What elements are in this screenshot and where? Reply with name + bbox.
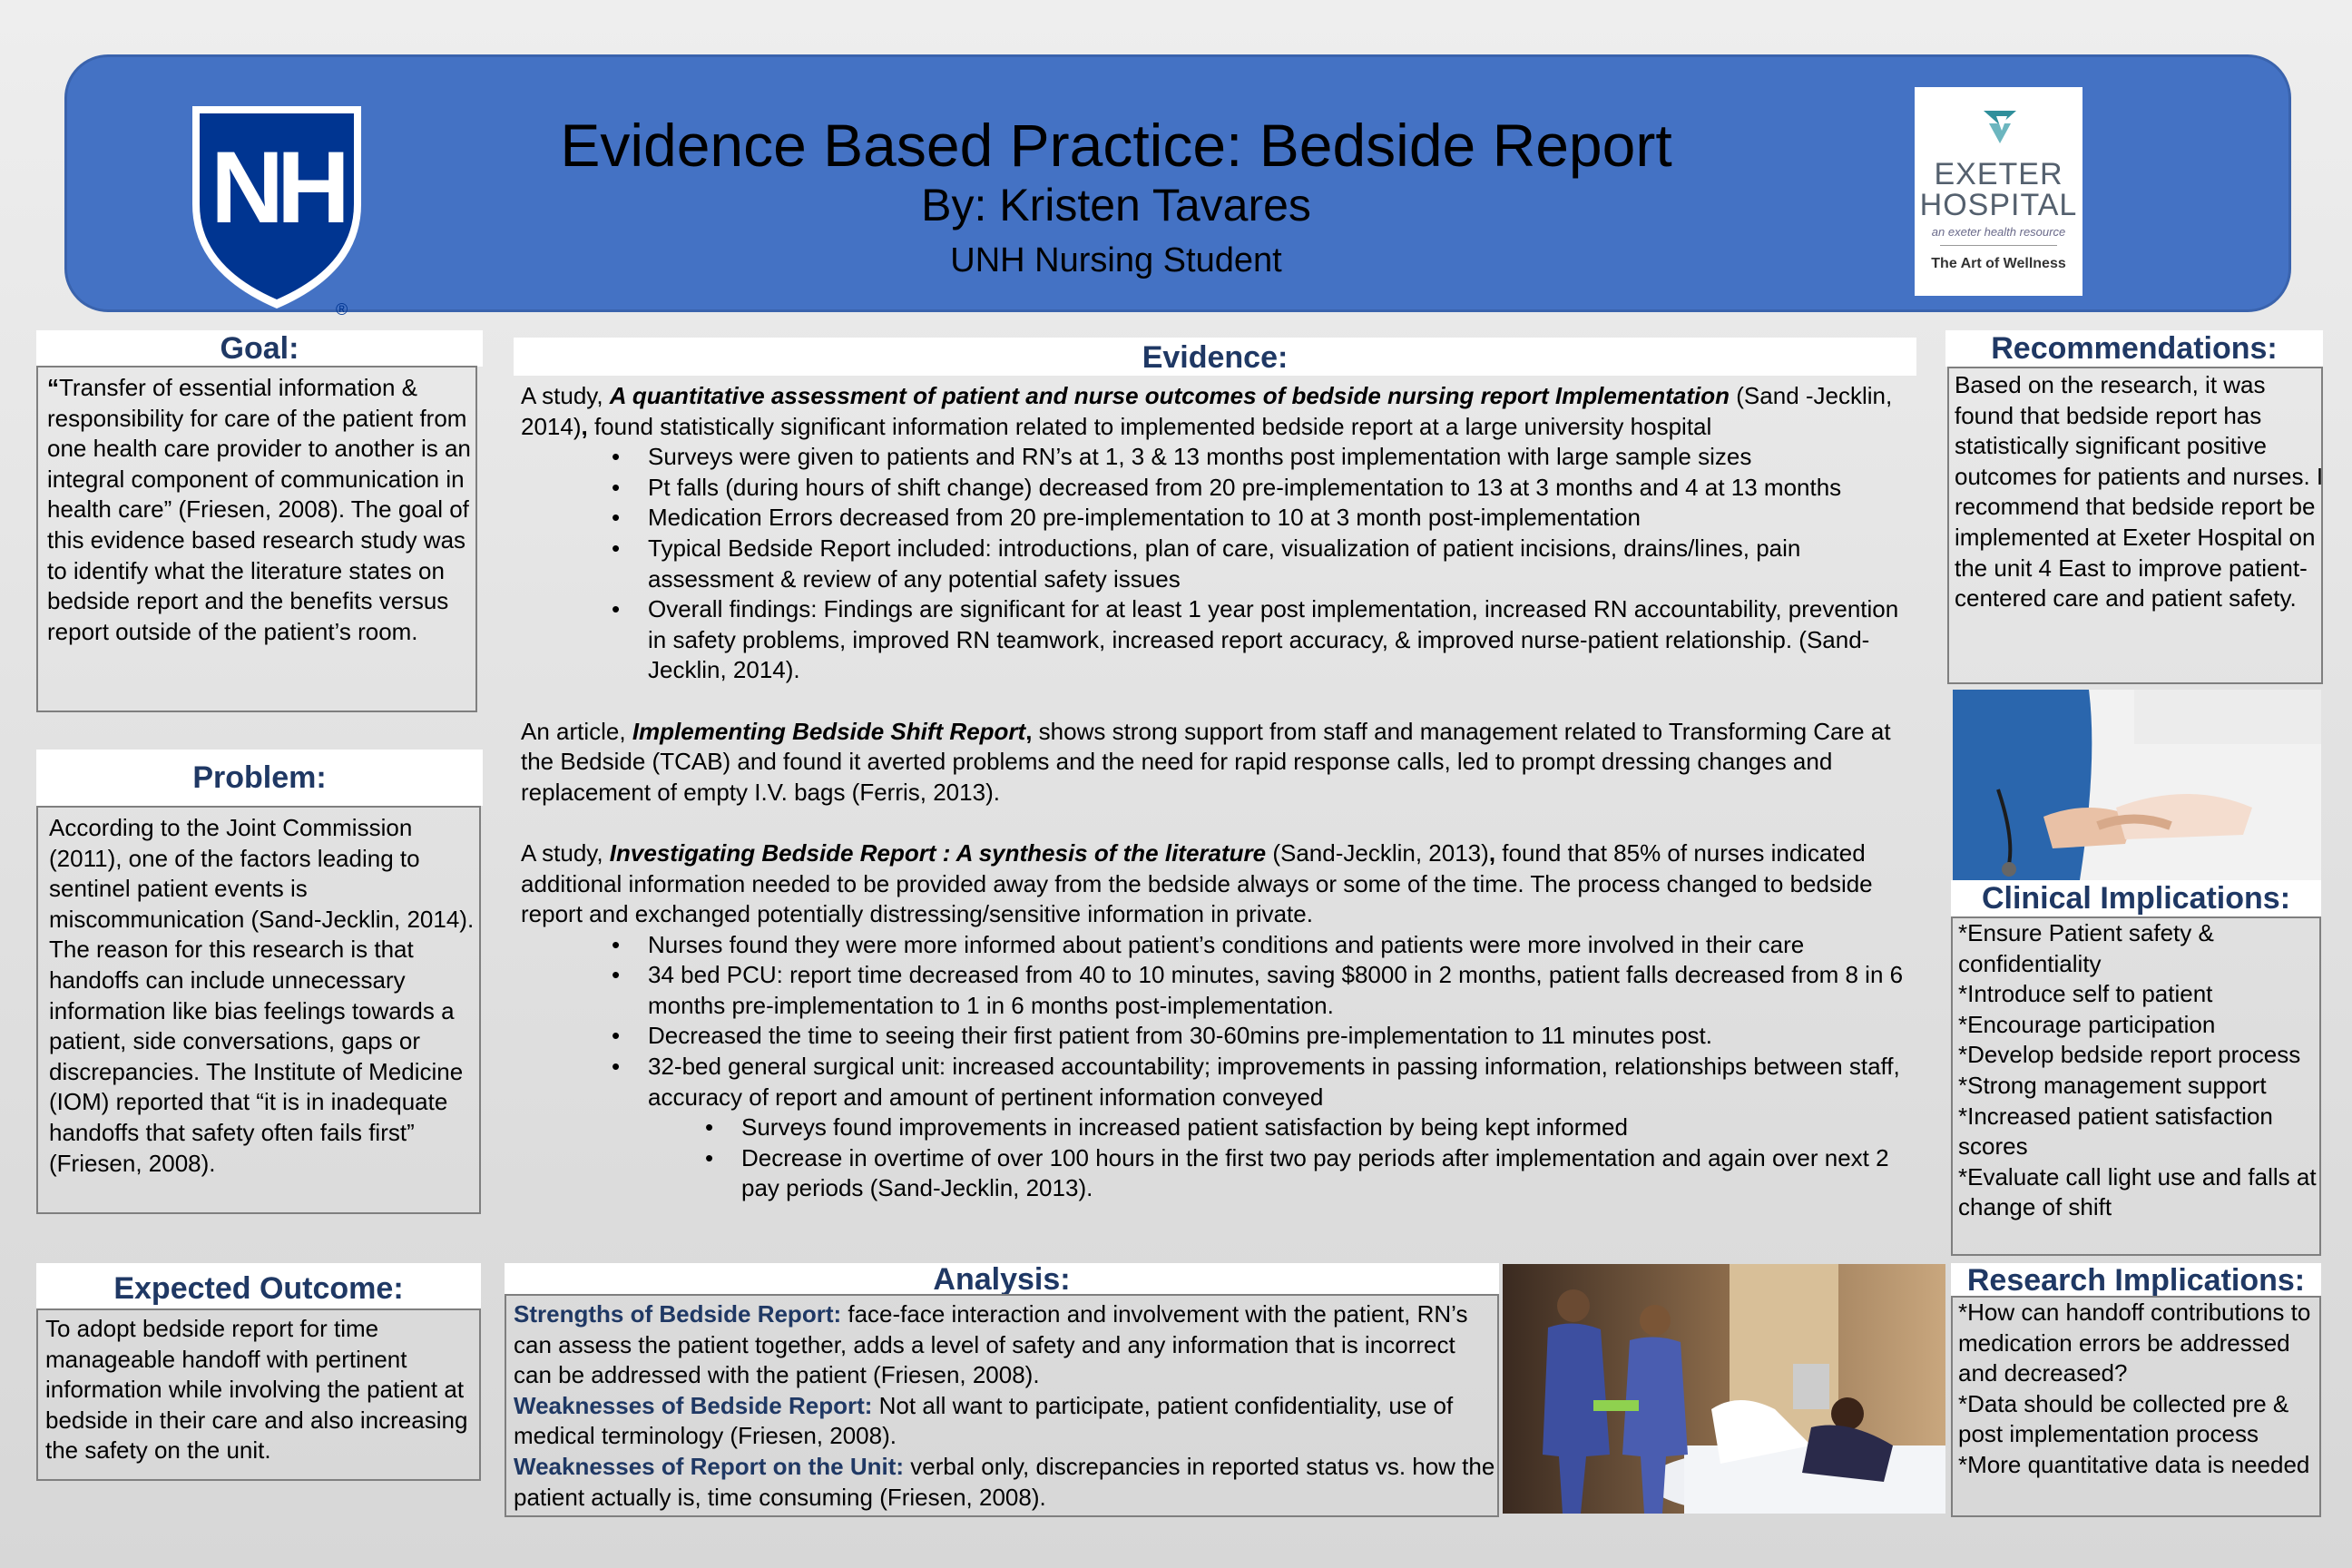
expected-outcome-text: To adopt bedside report for time manageable handoff with pertinent information while involving the patient at bedside in their care and also increasing the safety on the unit.: [45, 1315, 468, 1465]
list-item: *Ensure Patient safety & confidentiality: [1958, 919, 2214, 977]
exeter-tagline: The Art of Wellness: [1931, 256, 2066, 271]
analysis-box: [505, 1294, 1499, 1517]
sub-list-item: • Surveys found improvements in increased patient satisfaction by being kept informed: [521, 1112, 1918, 1143]
goal-text: “Transfer of essential information & responsibility for care of the patient from one health care provider to another is an integral component of communication in health care” (Friesen, 2008). The goal of this evidence based research study was to identify what the literature states on bedside report and the benefits versus report outside of the patient’s room.: [47, 374, 471, 645]
problem-heading: Problem:: [36, 750, 483, 806]
exeter-name-line1: EXETER: [1934, 157, 2063, 191]
list-item: • Surveys were given to patients and RN’s at 1, 3 & 13 months post implementation with large sample sizes: [521, 442, 1918, 473]
list-item: *More quantitative data is needed: [1958, 1450, 2310, 1478]
research-implications-list: [1958, 1298, 2321, 1481]
analysis-weaknesses-bedside: Weaknesses of Bedside Report: Not all want to participate, patient confidentiality, use of medical terminology (Friesen, 2008).: [514, 1391, 1454, 1450]
poster-title: Evidence Based Practice: Bedside Report: [560, 112, 1672, 179]
list-item: *Introduce self to patient: [1958, 980, 2213, 1008]
list-item: • 32-bed general surgical unit: increased accountability; improvements in passing information, relationships between staff, accuracy of report and amount of pertinent information conveyed: [521, 1052, 1918, 1112]
author-affiliation: UNH Nursing Student: [950, 241, 1282, 279]
list-item: *Encourage participation: [1958, 1010, 2216, 1038]
research-implications-box: [1951, 1296, 2321, 1517]
sub-list-item: • Decrease in overtime of over 100 hours in the first two pay periods after implementation and again over next 2 pay periods (Sand-Jecklin, 2013).: [521, 1143, 1918, 1204]
list-item: • Pt falls (during hours of shift change) decreased from 20 pre-implementation to 13 at 3 months and 4 at 13 months: [521, 473, 1918, 504]
analysis-strengths: Strengths of Bedside Report: face-face interaction and involvement with the patient, RN’s can assess the patient together, adds a level of safety and any information that is incorrect can be addressed with the patient (Friesen, 2008).: [514, 1300, 1468, 1389]
author-byline: By: Kristen Tavares: [921, 180, 1311, 230]
goal-heading: Goal:: [36, 330, 483, 367]
clinical-implications-list: [1958, 918, 2321, 1223]
recommendations-text: Based on the research, it was found that bedside report has statistically significant positive outcomes for patients and nurses. I recommend that bedside report be implemented at Exeter Hospital on the unit 4 East to improve patient-centered care and patient safety.: [1955, 371, 2324, 612]
list-item: • Medication Errors decreased from 20 pre-implementation to 10 at 3 month post-implementation: [521, 503, 1918, 534]
problem-text: According to the Joint Commission (2011), one of the factors leading to sentinel patient events is miscommunication (Sand-Jecklin, 2014). The reason for this research is that handoffs can include unnecessary information like bias feelings towards a patient, side conversations, gaps or discrepancies. The Institute of Medicine (IOM) reported that “it is in inadequate handoffs that safety often fails first” (Friesen, 2008).: [49, 814, 475, 1177]
exeter-name-line2: HOSPITAL: [1919, 188, 2078, 222]
list-item: *Evaluate call light use and falls at change of shift: [1958, 1162, 2317, 1221]
expected-outcome-heading: Expected Outcome:: [36, 1263, 481, 1308]
exeter-divider: [1940, 245, 2057, 246]
list-item: *Strong management support: [1958, 1071, 2267, 1099]
exeter-triangle-icon: [1980, 107, 2020, 147]
list-item: *Data should be collected pre & post implementation process: [1958, 1389, 2289, 1448]
svg-text:®: ®: [336, 300, 348, 318]
list-item: • Nurses found they were more informed about patient’s conditions and patients were more involved in their care: [521, 930, 1918, 961]
nurse-holding-hand-photo: [1953, 690, 2321, 880]
unh-logo-letters: NH: [211, 131, 343, 244]
nurses-bedside-photo: [1503, 1264, 1945, 1514]
analysis-weaknesses-unit: Weaknesses of Report on the Unit: verbal only, discrepancies in reported status vs. how the patient actually is, time consuming (Friesen, 2008).: [514, 1452, 1495, 1511]
goal-box: [36, 366, 477, 712]
research-implications-heading: Research Implications:: [1951, 1263, 2321, 1298]
exeter-hospital-logo: [1915, 87, 2082, 296]
recommendations-box: [1947, 367, 2323, 684]
unh-logo: [191, 104, 363, 318]
evidence-study-3-list: [521, 930, 1918, 1204]
evidence-study-3: A study, Investigating Bedside Report : A synthesis of the literature (Sand-Jecklin, 2013), found that 85% of nurses indicated additional information needed to be provided away from the bedside always or some of the time. The process changed to bedside report and exchanged potentially distressing/sensitive information in private.: [521, 838, 1873, 928]
exeter-subtitle: an exeter health resource: [1931, 225, 2066, 239]
evidence-study-1-list: [521, 442, 1918, 686]
clinical-implications-box: [1951, 916, 2321, 1256]
list-item: *Develop bedside report process: [1958, 1041, 2301, 1069]
list-item: • Decreased the time to seeing their first patient from 30-60mins pre-implementation to 11 minutes post.: [521, 1021, 1918, 1052]
evidence-body: [521, 381, 1918, 1204]
evidence-article-2: An article, Implementing Bedside Shift Report, shows strong support from staff and management related to Transforming Care at the Bedside (TCAB) and found it averted problems and the need for rapid response calls, led to prompt dressing changes and replacement of empty I.V. bags (Ferris, 2013).: [521, 717, 1891, 806]
evidence-heading: Evidence:: [514, 338, 1916, 376]
title-block: [490, 109, 1742, 283]
expected-outcome-box: [36, 1308, 481, 1481]
problem-box: [36, 806, 481, 1214]
evidence-study-1: A study, A quantitative assessment of patient and nurse outcomes of bedside nursing report Implementation (Sand -Jecklin, 2014), found statistically significant information related to implemented bedside report at a large university hospital: [521, 382, 1893, 440]
clinical-implications-heading: Clinical Implications:: [1951, 880, 2321, 916]
list-item: • Overall findings: Findings are significant for at least 1 year post implementation, increased RN accountability, prevention in safety problems, improved RN teamwork, increased report accuracy, & improved nurse-patient relationship. (Sand-Jecklin, 2014).: [521, 594, 1918, 686]
analysis-text: [514, 1299, 1495, 1513]
list-item: *How can handoff contributions to medication errors be addressed and decreased?: [1958, 1298, 2311, 1387]
list-item: *Increased patient satisfaction scores: [1958, 1102, 2273, 1161]
list-item: • Typical Bedside Report included: introductions, plan of care, visualization of patient incisions, drains/lines, pain assessment & review of any potential safety issues: [521, 534, 1918, 594]
analysis-heading: Analysis:: [505, 1263, 1499, 1296]
recommendations-heading: Recommendations:: [1945, 330, 2323, 367]
list-item: • 34 bed PCU: report time decreased from 40 to 10 minutes, saving $8000 in 2 months, patient falls decreased from 8 in 6 months pre-implementation to 1 in 6 months post-implementation.: [521, 960, 1918, 1021]
